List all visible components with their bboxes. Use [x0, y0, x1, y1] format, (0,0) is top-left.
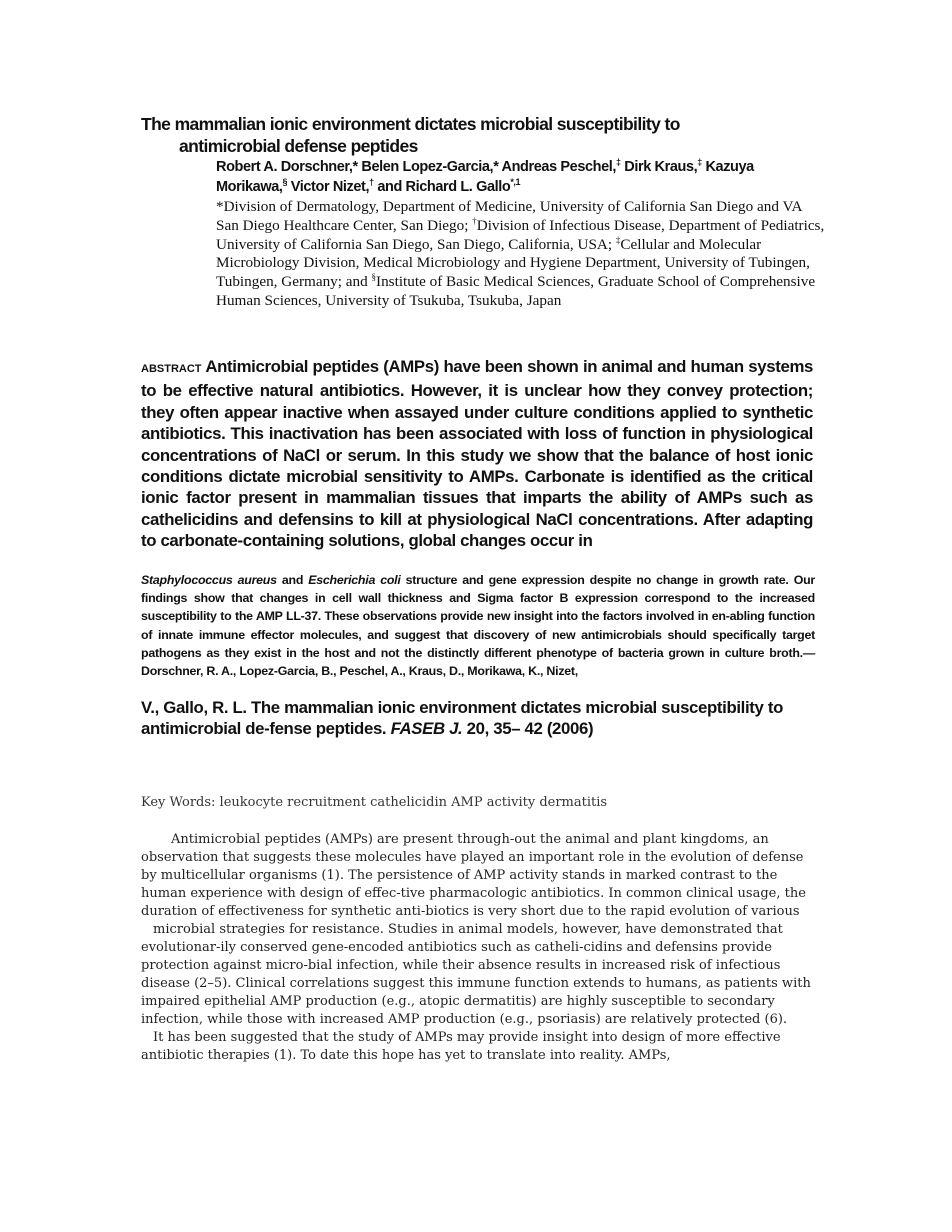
author-name: Victor Nizet,	[287, 179, 370, 195]
affiliation-text: *Division of Dermatology, Department of Medicine, University of California San Diego and VA San Diego Healthcare Center, San Diego;	[216, 198, 802, 234]
keywords: Key Words: leukocyte recruitment cathelicidin AMP activity dermatitis	[141, 795, 608, 810]
author-name: Robert A. Dorschner,	[216, 159, 353, 175]
paragraph: It has been suggested that the study of AMPs may provide insight into design of more effective antibiotic therapies (1). To date this hope has yet to translate into reality. AMPs,	[141, 1030, 781, 1063]
author-name: Belen Lopez-Garcia,	[357, 159, 494, 175]
body-text	[141, 831, 815, 1065]
affiliation-mark: ‡	[697, 157, 702, 168]
affiliation-mark: †	[472, 215, 477, 226]
title-line-1: The mammalian ionic environment dictates microbial susceptibility to	[141, 114, 680, 134]
affiliation-text: Institute of Basic Medical Sciences, Graduate School of Comprehensive Human Sciences, University of Tsukuba, Tsukuba, Japan	[216, 273, 816, 309]
species-name: Escherichia coli	[308, 573, 401, 587]
abstract-text: Antimicrobial peptides (AMPs) have been shown in animal and human systems to be effective natural antibiotics. However, it is unclear how they convey protection; they often appear inactive when assayed under culture conditions applied to synthetic antibiotics. This inactivation has been associated with loss of function in physiological concentrations of NaCl or serum. In this study we show that the balance of host ionic conditions dictate microbial sensitivity to AMPs. Carbonate is identified as the critical ionic factor present in mammalian tissues that imparts the ability of AMPs such as cathelicidins and defensins to kill at physiological NaCl concentrations. After adapting to carbonate-containing solutions, global changes occur in	[141, 357, 813, 551]
paper-title	[141, 113, 821, 157]
affiliation-mark: *	[352, 159, 358, 175]
affiliation-mark: *,1	[510, 177, 521, 188]
abstract-text: and	[276, 573, 309, 587]
affiliation-mark: *	[493, 159, 499, 175]
abstract-text: structure and gene expression despite no change in growth rate. Our findings show that changes in cell wall thickness and Sigma factor B expression correspond to the increased susceptibility to the AMP LL-37. These observations provide new insight into the factors involved in en-abling function of innate immune effector molecules, and suggest that discovery of new antimicrobials should specifically target pathogens as they exist in the host and not the distinctly different phenotype of bacteria grown in culture broth.—Dorschner, R. A., Lopez-Garcia, B., Peschel, A., Kraus, D., Morikawa, K., Nizet,	[141, 573, 815, 679]
abstract-label: ABSTRACT	[141, 363, 202, 375]
author-name: and Richard L. Gallo	[373, 179, 511, 195]
affiliation-mark: §	[282, 177, 288, 188]
citation-text: V., Gallo, R. L. The mammalian ionic environment dictates microbial susceptibility to antimicrobial de-fense peptides.	[141, 698, 783, 739]
abstract-citation	[141, 697, 815, 740]
affiliation-mark: §	[371, 272, 377, 283]
affiliation-mark: ‡	[616, 157, 621, 168]
affiliations	[216, 198, 826, 311]
journal-name: FASEB J.	[390, 719, 463, 739]
affiliation-text: Division of Infectious Disease, Department of Pediatrics, University of California San Diego, San Diego, California, USA;	[216, 216, 825, 253]
title-line-2: antimicrobial defense peptides	[179, 136, 418, 156]
paragraph: Antimicrobial peptides (AMPs) are present through-out the animal and plant kingdoms, an observation that suggests these molecules have played an important role in the evolution of defense by multicellular organisms (1). The persistence of AMP activity stands in marked contrast to the human experience with design of effec-tive pharmacologic antibiotics. In common clinical usage, the duration of effectiveness for synthetic anti-biotics is very short due to the rapid evolution of various	[141, 832, 806, 919]
affiliation-text: Cellular and Molecular Microbiology Division, Medical Microbiology and Hygiene Department, University of Tubingen, Tubingen, Germany; and	[216, 235, 810, 291]
species-name: Staphylococcus aureus	[141, 573, 277, 587]
paragraph: microbial strategies for resistance. Studies in animal models, however, have demonstrated that evolutionar-ily conserved gene-encoded antibiotics such as catheli-cidins and defensins provide protection against micro-bial infection, while their absence results in increased risk of infectious disease (2–5). Clinical correlations suggest this immune function extends to humans, as patients with impaired epithelial AMP production (e.g., atopic dermatitis) are highly susceptible to secondary infection, while those with increased AMP production (e.g., psoriasis) are relatively protected (6).	[141, 922, 811, 1027]
abstract-continuation	[141, 571, 815, 680]
affiliation-mark: ‡	[615, 234, 621, 245]
affiliation-mark: †	[369, 177, 374, 188]
author-name: Andreas Peschel,	[498, 159, 617, 175]
author-list	[216, 157, 816, 197]
abstract-main	[141, 356, 813, 552]
author-name: Dirk Kraus,	[620, 159, 698, 175]
author-name: Kazuya Morikawa,	[216, 159, 754, 195]
citation-details: 20, 35– 42 (2006)	[462, 719, 594, 739]
